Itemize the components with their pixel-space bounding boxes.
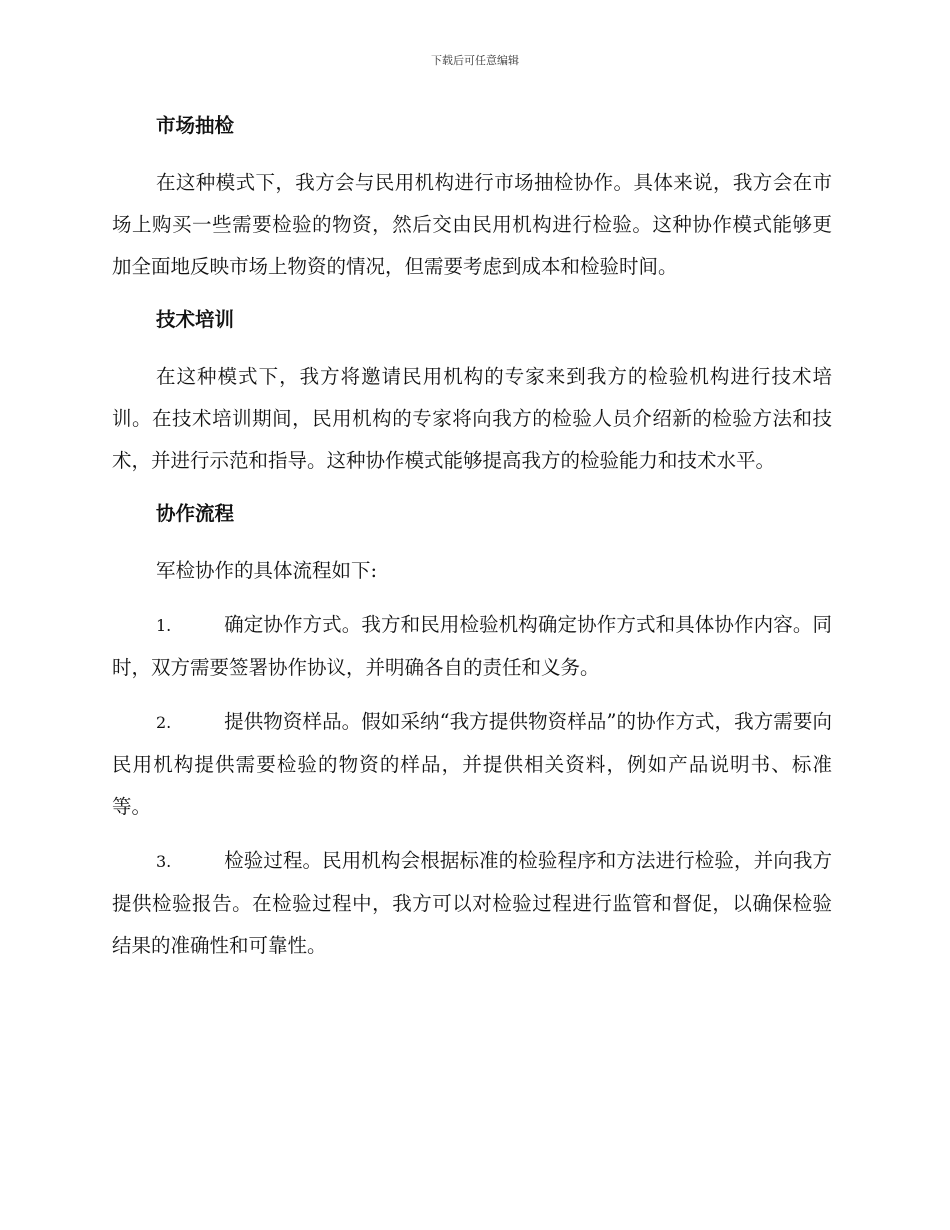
section-heading-market-sampling: 市场抽检 — [156, 114, 235, 137]
step-text: 提供物资样品。假如采纳“我方提供物资样品”的协作方式，我方需要向民用机构提供需要检验的物资的样品，并提供相关资料，例如产品说明书、标准等。 — [112, 710, 832, 818]
section-paragraph-technical-training: 在这种模式下，我方将邀请民用机构的专家来到我方的检验机构进行技术培训。在技术培训期间，民用机构的专家将向我方的检验人员介绍新的检验方法和技术，并进行示范和指导。这种协作模式能够提高我方的检验能力和技术水平。 — [112, 365, 832, 472]
step-text: 检验过程。民用机构会根据标准的检验程序和方法进行检验，并向我方提供检验报告。在检验过程中，我方可以对检验过程进行监管和督促，以确保检验结果的准确性和可靠性。 — [112, 849, 832, 957]
list-item-step-3 — [112, 840, 832, 967]
step-text: 确定协作方式。我方和民用检验机构确定协作方式和具体协作内容。同时，双方需要签署协作协议，并明确各自的责任和义务。 — [112, 613, 832, 679]
document-body — [112, 110, 832, 967]
section-paragraph-process-intro: 军检协作的具体流程如下: — [156, 559, 378, 582]
section-heading-process: 协作流程 — [156, 502, 235, 525]
step-number: 1. — [156, 616, 172, 635]
section-heading-technical-training: 技术培训 — [156, 308, 235, 331]
list-item-step-2 — [112, 701, 832, 828]
step-number: 2. — [156, 713, 172, 732]
step-number: 3. — [156, 852, 172, 871]
list-item-step-1 — [112, 604, 832, 689]
section-paragraph-market-sampling: 在这种模式下，我方会与民用机构进行市场抽检协作。具体来说，我方会在市场上购买一些需要检验的物资，然后交由民用机构进行检验。这种协作模式能够更加全面地反映市场上物资的情况，但需要考虑到成本和检验时间。 — [112, 171, 832, 278]
page-header: 下载后可任意编辑 — [431, 54, 519, 67]
